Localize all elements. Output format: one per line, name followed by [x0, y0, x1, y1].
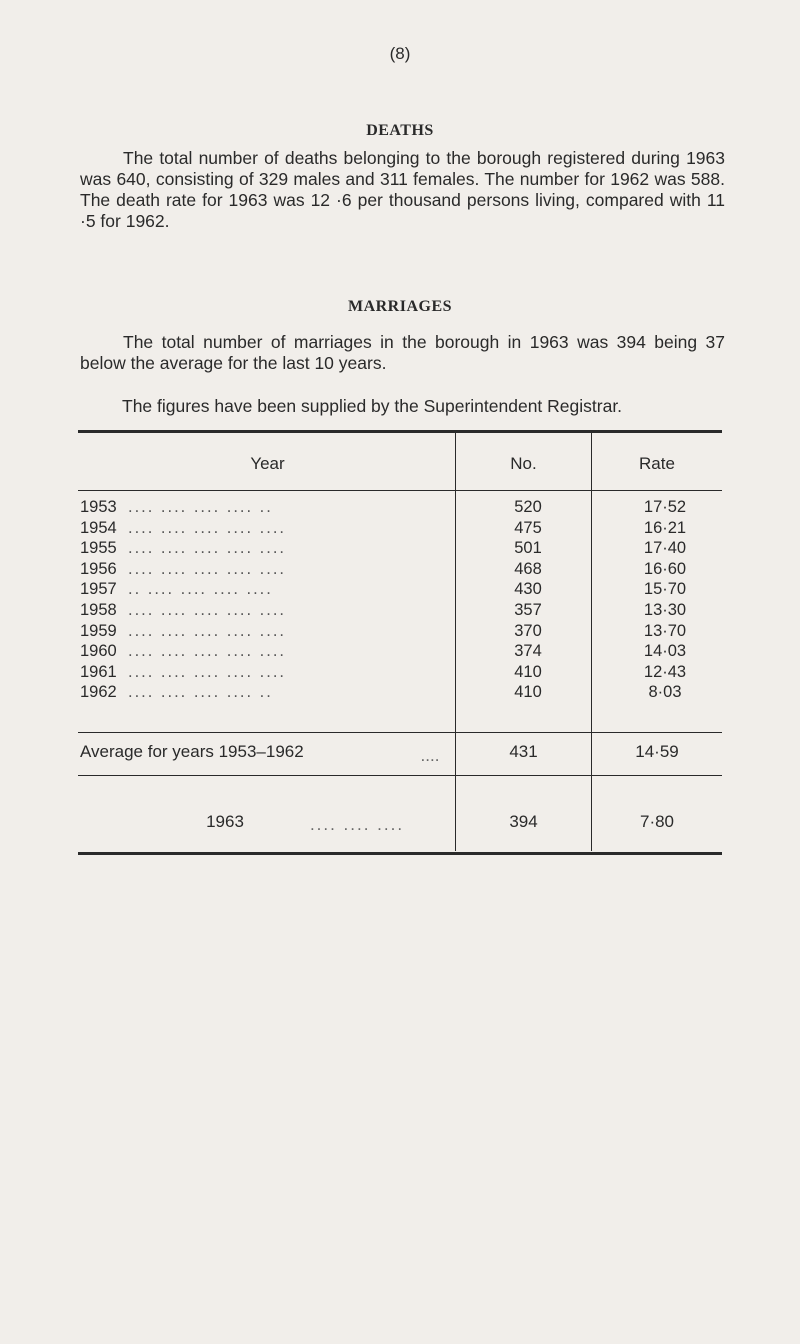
rate-cell: 16·60 [643, 559, 687, 578]
source-note: The figures have been supplied by the Superintendent Registrar. [122, 396, 623, 416]
year-cell: 1954 [80, 518, 117, 537]
rate-cell: 13·30 [643, 601, 687, 619]
no-cell: 410 [514, 662, 542, 681]
year-cell: 1956 [80, 559, 117, 578]
rate-cell: 17·52 [643, 498, 687, 516]
header-year: Year [250, 454, 285, 473]
header-rate: Rate [639, 454, 675, 473]
leader-dots: .... .... .... .... .. [128, 683, 273, 702]
table-row [80, 663, 720, 684]
deaths-heading: DEATHS [366, 122, 434, 139]
table-row [80, 498, 720, 519]
table-bottom-rule [78, 852, 722, 855]
rate-cell: 14·03 [643, 642, 687, 661]
leader-dots: .. .... .... .... .... [128, 580, 273, 599]
no-cell: 374 [514, 642, 542, 661]
year-cell: 1955 [80, 539, 117, 558]
no-cell: 410 [514, 683, 542, 702]
current-year: 1963 [206, 812, 244, 831]
table-row [80, 519, 720, 540]
rate-cell: 12·43 [643, 662, 687, 681]
leader-dots: .... .... .... .... .... [128, 662, 287, 681]
leader-dots: .... .... .... .... .... [128, 559, 287, 578]
rate-cell: 17·40 [643, 539, 687, 558]
table-row [80, 601, 720, 622]
table-row [80, 683, 720, 704]
no-cell: 357 [514, 601, 542, 619]
year-cell: 1958 [80, 601, 117, 619]
no-cell: 501 [514, 539, 542, 558]
rate-cell: 16·21 [643, 518, 687, 537]
deaths-paragraph: The total number of deaths belonging to the borough registered during 1963 was 640, consisting of 329 males and 311 females. The number for 1962 was 588. The death rate for 1963 was 12 ·6 per thousand persons living, compared with 11 ·5 for 1962. [80, 148, 725, 231]
header-rule [78, 490, 722, 491]
no-cell: 370 [514, 621, 542, 640]
year-cell: 1959 [80, 621, 117, 640]
average-dots: .... [420, 746, 440, 765]
no-cell: 475 [514, 518, 542, 537]
leader-dots: .... .... .... .... .... [128, 621, 287, 640]
no-cell: 430 [514, 580, 542, 599]
average-bottom-rule [78, 775, 722, 776]
year-cell: 1960 [80, 642, 117, 661]
marriages-paragraph: The total number of marriages in the borough in 1963 was 394 being 37 below the average for the last 10 years. [80, 332, 725, 373]
average-top-rule [78, 732, 722, 733]
leader-dots: .... .... .... .... .. [128, 498, 273, 516]
table-row [80, 580, 720, 601]
header-no: No. [510, 454, 537, 473]
table-top-rule [78, 430, 722, 433]
rate-cell: 15·70 [643, 580, 687, 599]
page-number: (8) [389, 44, 411, 63]
year-cell: 1961 [80, 662, 117, 681]
no-cell: 468 [514, 559, 542, 578]
current-rate: 7·80 [639, 812, 675, 831]
year-cell: 1957 [80, 580, 117, 599]
rate-cell: 13·70 [643, 621, 687, 640]
current-dots: .... .... .... [309, 815, 405, 834]
table-row [80, 642, 720, 663]
leader-dots: .... .... .... .... .... [128, 601, 287, 619]
marriages-heading: MARRIAGES [347, 298, 453, 315]
leader-dots: .... .... .... .... .... [128, 642, 287, 661]
no-cell: 520 [514, 498, 542, 516]
leader-dots: .... .... .... .... .... [128, 539, 287, 558]
table-row [80, 560, 720, 581]
current-no: 394 [509, 812, 538, 831]
average-label: Average for years 1953–1962 [80, 742, 304, 761]
average-no: 431 [509, 742, 538, 761]
table-row [80, 539, 720, 560]
average-rate: 14·59 [635, 742, 679, 761]
year-cell: 1953 [80, 498, 117, 516]
leader-dots: .... .... .... .... .... [128, 518, 287, 537]
rate-cell: 8·03 [648, 683, 682, 702]
table-row [80, 622, 720, 643]
year-cell: 1962 [80, 683, 117, 702]
